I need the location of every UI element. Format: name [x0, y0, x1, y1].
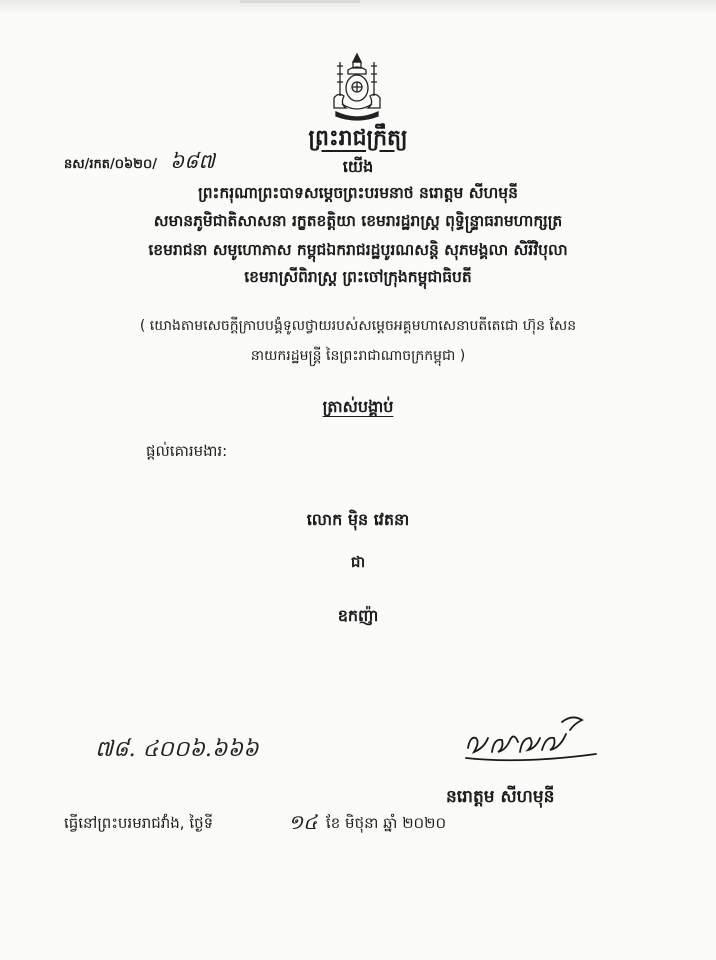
- royal-coat-of-arms-icon: [328, 52, 386, 122]
- royal-line: ខេមរាស្រីពិរាស្ត្រ ព្រះចៅក្រុងកម្ពុជាធិបតី: [244, 268, 472, 286]
- royal-line: ខេមរាជនា សមូហោភាស កម្ពុជឯករាជរដ្ឋបូរណសន្តិ សុភមង្គលា សិរីវិបុលា: [148, 241, 568, 259]
- royal-line: សមានភូមិជាតិសាសនា រក្ខតខត្តិយា ខេមរារដ្ឋរាស្ត្រ ពុទ្ធិន្ទ្រាធរាមហាក្សត្រ: [153, 212, 563, 230]
- reference-number: នស/រកត/០៦២០/: [64, 157, 157, 172]
- proposal-line: ( យោងតាមសេចក្តីក្រាបបង្គំទូលថ្វាយរបស់សម្តេចអគ្គមហាសេនាបតីតេជោ ហ៊ុន សែន: [139, 318, 577, 334]
- document-title: ព្រះរាជក្រឹត្យ: [308, 126, 408, 151]
- recipient-name: លោក ម៉ិន វេតនា: [306, 510, 410, 529]
- date-prefix: ធ្វើនៅព្រះបរមរាជវាំង, ថ្ងៃទី: [64, 814, 214, 832]
- grant-label: ផ្តល់គោរមងារ:: [146, 442, 228, 460]
- date-day-handwritten: ១៤: [288, 810, 318, 834]
- scan-edge-mark: [240, 0, 360, 3]
- royal-line: ព្រះករុណាព្រះបាទសម្តេចព្រះបរមនាថ នរោត្តម សីហមុនី: [198, 184, 518, 202]
- proposal-line: នាយករដ្ឋមន្ត្រី នៃព្រះរាជាណាចក្រកម្ពុជា ): [250, 348, 466, 364]
- as-word: ជា: [350, 553, 366, 571]
- order-heading: ត្រាស់បង្គាប់: [322, 397, 394, 416]
- registration-handwritten-number: ៧៨. ៤០០៦.៦៦៦: [95, 737, 259, 762]
- royal-heading: យើង: [342, 157, 374, 176]
- royal-signature: [462, 708, 602, 768]
- reference-handwritten-number: ៦៨៧: [170, 149, 215, 173]
- signer-name: នរោត្តម សីហមុនី: [446, 787, 555, 807]
- honorary-rank: ឧកញ៉ា: [337, 606, 379, 625]
- date-month-year: ខែ មិថុនា ឆ្នាំ ២០២០: [326, 814, 447, 832]
